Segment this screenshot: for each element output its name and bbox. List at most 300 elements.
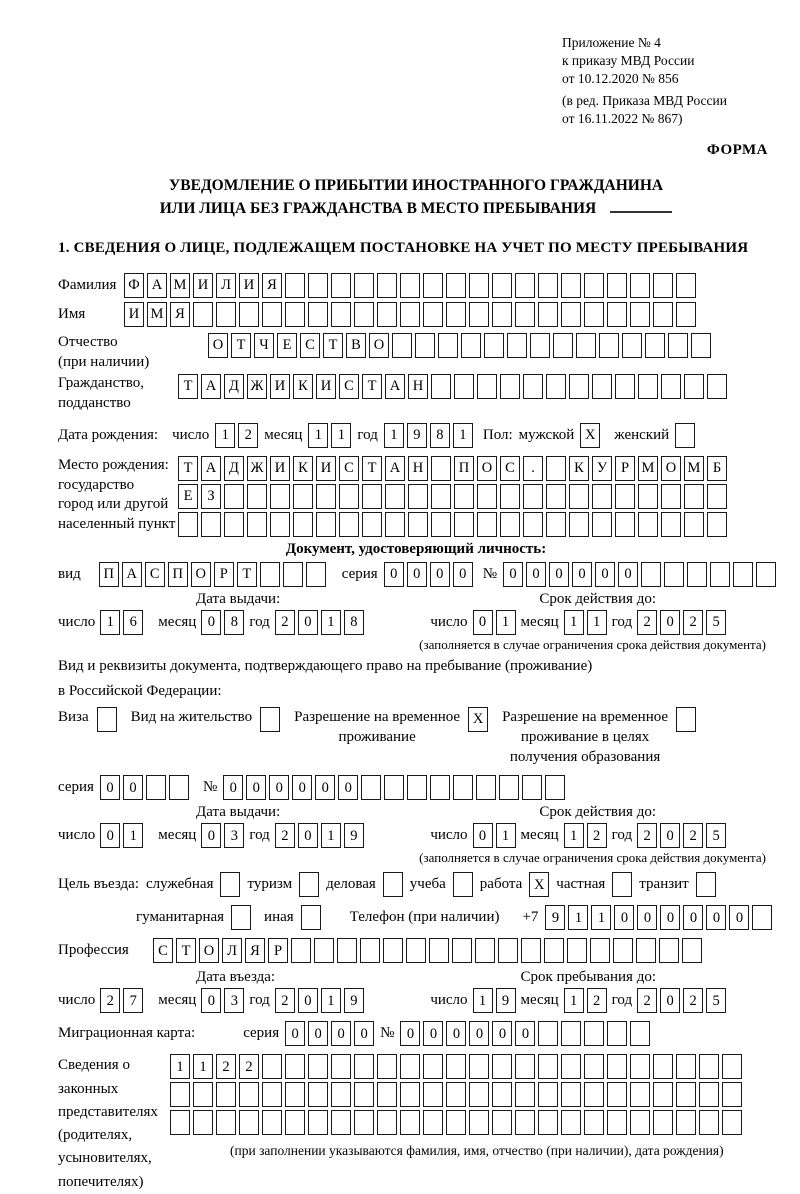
char-cell[interactable] xyxy=(661,484,681,509)
char-cell[interactable]: 1 xyxy=(564,610,584,635)
char-cell[interactable]: Л xyxy=(222,938,242,963)
char-cell[interactable] xyxy=(220,872,240,897)
char-cell[interactable] xyxy=(636,938,656,963)
char-cell[interactable]: 0 xyxy=(201,988,221,1013)
char-cell[interactable] xyxy=(653,1054,673,1079)
char-cell[interactable]: 0 xyxy=(400,1021,420,1046)
char-cell[interactable]: С xyxy=(339,374,359,399)
char-cell[interactable] xyxy=(446,302,466,327)
char-cell[interactable]: С xyxy=(339,456,359,481)
char-cell[interactable] xyxy=(584,1110,604,1135)
char-cell[interactable]: С xyxy=(300,333,320,358)
char-cell[interactable]: Т xyxy=(176,938,196,963)
char-cell[interactable] xyxy=(546,456,566,481)
char-cell[interactable]: И xyxy=(270,456,290,481)
char-cell[interactable] xyxy=(377,302,397,327)
char-cell[interactable] xyxy=(546,484,566,509)
char-cell[interactable] xyxy=(592,374,612,399)
char-cell[interactable] xyxy=(331,302,351,327)
char-cell[interactable]: 0 xyxy=(384,562,404,587)
char-cell[interactable] xyxy=(354,1082,374,1107)
char-cell[interactable] xyxy=(400,302,420,327)
char-cell[interactable] xyxy=(216,1110,236,1135)
char-cell[interactable] xyxy=(538,273,558,298)
char-cell[interactable]: 8 xyxy=(430,423,450,448)
char-cell[interactable] xyxy=(354,1054,374,1079)
char-cell[interactable] xyxy=(469,273,489,298)
char-cell[interactable] xyxy=(477,512,497,537)
char-cell[interactable] xyxy=(392,333,412,358)
char-cell[interactable] xyxy=(285,1082,305,1107)
char-cell[interactable] xyxy=(262,302,282,327)
char-cell[interactable]: 1 xyxy=(331,423,351,448)
char-cell[interactable] xyxy=(339,512,359,537)
char-cell[interactable]: 1 xyxy=(384,423,404,448)
char-cell[interactable]: 0 xyxy=(683,905,703,930)
char-cell[interactable] xyxy=(308,273,328,298)
char-cell[interactable] xyxy=(645,333,665,358)
char-cell[interactable]: 9 xyxy=(545,905,565,930)
char-cell[interactable]: 0 xyxy=(526,562,546,587)
char-cell[interactable] xyxy=(615,484,635,509)
char-cell[interactable] xyxy=(469,1110,489,1135)
char-cell[interactable] xyxy=(500,374,520,399)
char-cell[interactable] xyxy=(415,333,435,358)
char-cell[interactable]: Н xyxy=(408,456,428,481)
char-cell[interactable] xyxy=(675,423,695,448)
char-cell[interactable] xyxy=(684,374,704,399)
char-cell[interactable] xyxy=(546,512,566,537)
char-cell[interactable] xyxy=(630,1110,650,1135)
char-cell[interactable]: 1 xyxy=(564,823,584,848)
char-cell[interactable] xyxy=(607,1082,627,1107)
char-cell[interactable]: 0 xyxy=(201,610,221,635)
char-cell[interactable]: 0 xyxy=(549,562,569,587)
char-cell[interactable]: О xyxy=(199,938,219,963)
char-cell[interactable] xyxy=(569,374,589,399)
char-cell[interactable] xyxy=(354,273,374,298)
char-cell[interactable] xyxy=(661,374,681,399)
char-cell[interactable]: Ж xyxy=(247,374,267,399)
char-cell[interactable] xyxy=(170,1110,190,1135)
char-cell[interactable]: 0 xyxy=(201,823,221,848)
char-cell[interactable]: 2 xyxy=(587,823,607,848)
char-cell[interactable] xyxy=(733,562,753,587)
char-cell[interactable] xyxy=(201,512,221,537)
char-cell[interactable] xyxy=(193,302,213,327)
char-cell[interactable] xyxy=(385,484,405,509)
char-cell[interactable] xyxy=(607,1021,627,1046)
char-cell[interactable]: Р xyxy=(214,562,234,587)
char-cell[interactable] xyxy=(612,872,632,897)
char-cell[interactable]: 2 xyxy=(239,1054,259,1079)
char-cell[interactable] xyxy=(584,1021,604,1046)
char-cell[interactable] xyxy=(561,273,581,298)
char-cell[interactable]: 0 xyxy=(285,1021,305,1046)
char-cell[interactable]: Д xyxy=(224,456,244,481)
char-cell[interactable] xyxy=(285,1054,305,1079)
char-cell[interactable]: 2 xyxy=(637,823,657,848)
char-cell[interactable]: 1 xyxy=(170,1054,190,1079)
char-cell[interactable]: 2 xyxy=(683,823,703,848)
char-cell[interactable]: Я xyxy=(245,938,265,963)
char-cell[interactable] xyxy=(400,1110,420,1135)
char-cell[interactable]: О xyxy=(369,333,389,358)
char-cell[interactable] xyxy=(431,456,451,481)
char-cell[interactable]: 1 xyxy=(321,988,341,1013)
char-cell[interactable]: 0 xyxy=(407,562,427,587)
char-cell[interactable]: 0 xyxy=(100,823,120,848)
char-cell[interactable] xyxy=(538,302,558,327)
char-cell[interactable]: 0 xyxy=(637,905,657,930)
char-cell[interactable]: 0 xyxy=(338,775,358,800)
char-cell[interactable] xyxy=(538,1021,558,1046)
char-cell[interactable] xyxy=(270,512,290,537)
char-cell[interactable]: 0 xyxy=(660,823,680,848)
char-cell[interactable]: Е xyxy=(277,333,297,358)
char-cell[interactable] xyxy=(178,512,198,537)
char-cell[interactable] xyxy=(584,273,604,298)
char-cell[interactable] xyxy=(530,333,550,358)
char-cell[interactable] xyxy=(691,333,711,358)
char-cell[interactable]: 2 xyxy=(216,1054,236,1079)
char-cell[interactable]: Ф xyxy=(124,273,144,298)
char-cell[interactable] xyxy=(285,1110,305,1135)
char-cell[interactable]: 9 xyxy=(496,988,516,1013)
char-cell[interactable]: 1 xyxy=(496,610,516,635)
char-cell[interactable] xyxy=(453,872,473,897)
char-cell[interactable]: 2 xyxy=(637,610,657,635)
char-cell[interactable]: 0 xyxy=(354,1021,374,1046)
char-cell[interactable] xyxy=(684,512,704,537)
char-cell[interactable] xyxy=(553,333,573,358)
char-cell[interactable] xyxy=(477,374,497,399)
char-cell[interactable]: 2 xyxy=(683,610,703,635)
char-cell[interactable] xyxy=(630,273,650,298)
char-cell[interactable] xyxy=(592,484,612,509)
char-cell[interactable] xyxy=(475,938,495,963)
char-cell[interactable]: 0 xyxy=(298,988,318,1013)
char-cell[interactable] xyxy=(384,775,404,800)
char-cell[interactable] xyxy=(431,374,451,399)
char-cell[interactable]: 1 xyxy=(568,905,588,930)
char-cell[interactable] xyxy=(676,302,696,327)
char-cell[interactable] xyxy=(308,1054,328,1079)
char-cell[interactable] xyxy=(431,484,451,509)
char-cell[interactable] xyxy=(216,1082,236,1107)
char-cell[interactable] xyxy=(331,1082,351,1107)
char-cell[interactable] xyxy=(515,1054,535,1079)
char-cell[interactable]: 2 xyxy=(587,988,607,1013)
char-cell[interactable]: Б xyxy=(707,456,727,481)
char-cell[interactable] xyxy=(361,775,381,800)
char-cell[interactable] xyxy=(523,512,543,537)
char-cell[interactable] xyxy=(638,374,658,399)
char-cell[interactable]: К xyxy=(293,456,313,481)
char-cell[interactable] xyxy=(492,1054,512,1079)
char-cell[interactable] xyxy=(285,302,305,327)
char-cell[interactable] xyxy=(299,872,319,897)
char-cell[interactable]: 7 xyxy=(123,988,143,1013)
char-cell[interactable] xyxy=(544,938,564,963)
char-cell[interactable]: 1 xyxy=(321,823,341,848)
char-cell[interactable]: 0 xyxy=(269,775,289,800)
char-cell[interactable]: 0 xyxy=(308,1021,328,1046)
char-cell[interactable]: У xyxy=(592,456,612,481)
char-cell[interactable]: М xyxy=(684,456,704,481)
char-cell[interactable] xyxy=(615,374,635,399)
char-cell[interactable]: 0 xyxy=(100,775,120,800)
char-cell[interactable] xyxy=(293,484,313,509)
char-cell[interactable]: 0 xyxy=(706,905,726,930)
char-cell[interactable]: 0 xyxy=(223,775,243,800)
char-cell[interactable] xyxy=(492,1110,512,1135)
char-cell[interactable]: М xyxy=(147,302,167,327)
char-cell[interactable]: Р xyxy=(615,456,635,481)
char-cell[interactable] xyxy=(607,302,627,327)
char-cell[interactable] xyxy=(699,1110,719,1135)
char-cell[interactable] xyxy=(408,484,428,509)
char-cell[interactable] xyxy=(615,512,635,537)
char-cell[interactable] xyxy=(492,1082,512,1107)
char-cell[interactable]: 2 xyxy=(683,988,703,1013)
char-cell[interactable]: 0 xyxy=(315,775,335,800)
char-cell[interactable] xyxy=(584,302,604,327)
char-cell[interactable] xyxy=(293,512,313,537)
char-cell[interactable] xyxy=(423,273,443,298)
char-cell[interactable]: Т xyxy=(323,333,343,358)
char-cell[interactable] xyxy=(431,512,451,537)
char-cell[interactable]: Ч xyxy=(254,333,274,358)
char-cell[interactable]: А xyxy=(385,374,405,399)
char-cell[interactable] xyxy=(377,1054,397,1079)
char-cell[interactable] xyxy=(707,374,727,399)
char-cell[interactable]: 0 xyxy=(595,562,615,587)
char-cell[interactable]: 0 xyxy=(729,905,749,930)
char-cell[interactable] xyxy=(339,484,359,509)
char-cell[interactable]: 0 xyxy=(660,610,680,635)
char-cell[interactable] xyxy=(699,1082,719,1107)
char-cell[interactable] xyxy=(408,512,428,537)
char-cell[interactable]: 0 xyxy=(614,905,634,930)
char-cell[interactable] xyxy=(262,1082,282,1107)
char-cell[interactable] xyxy=(687,562,707,587)
char-cell[interactable] xyxy=(454,374,474,399)
char-cell[interactable] xyxy=(699,1054,719,1079)
char-cell[interactable]: И xyxy=(124,302,144,327)
char-cell[interactable] xyxy=(492,302,512,327)
char-cell[interactable] xyxy=(377,273,397,298)
char-cell[interactable]: 0 xyxy=(246,775,266,800)
char-cell[interactable] xyxy=(331,273,351,298)
char-cell[interactable] xyxy=(515,1110,535,1135)
char-cell[interactable]: Р xyxy=(268,938,288,963)
char-cell[interactable]: А xyxy=(122,562,142,587)
char-cell[interactable] xyxy=(561,1021,581,1046)
char-cell[interactable] xyxy=(613,938,633,963)
char-cell[interactable] xyxy=(653,1082,673,1107)
char-cell[interactable] xyxy=(498,938,518,963)
char-cell[interactable] xyxy=(193,1110,213,1135)
char-cell[interactable]: Л xyxy=(216,273,236,298)
char-cell[interactable]: Е xyxy=(178,484,198,509)
char-cell[interactable] xyxy=(407,775,427,800)
char-cell[interactable] xyxy=(707,484,727,509)
char-cell[interactable]: 1 xyxy=(123,823,143,848)
char-cell[interactable]: Ж xyxy=(247,456,267,481)
char-cell[interactable] xyxy=(641,562,661,587)
char-cell[interactable]: 0 xyxy=(469,1021,489,1046)
char-cell[interactable]: 0 xyxy=(123,775,143,800)
char-cell[interactable] xyxy=(239,302,259,327)
char-cell[interactable] xyxy=(661,512,681,537)
char-cell[interactable] xyxy=(653,273,673,298)
char-cell[interactable]: 0 xyxy=(660,988,680,1013)
char-cell[interactable] xyxy=(752,905,772,930)
char-cell[interactable]: И xyxy=(270,374,290,399)
char-cell[interactable]: И xyxy=(193,273,213,298)
char-cell[interactable] xyxy=(362,484,382,509)
char-cell[interactable]: 0 xyxy=(298,610,318,635)
char-cell[interactable] xyxy=(260,562,280,587)
char-cell[interactable] xyxy=(561,302,581,327)
char-cell[interactable] xyxy=(676,1110,696,1135)
char-cell[interactable]: 0 xyxy=(292,775,312,800)
char-cell[interactable] xyxy=(696,872,716,897)
char-cell[interactable] xyxy=(354,302,374,327)
char-cell[interactable] xyxy=(523,484,543,509)
char-cell[interactable] xyxy=(385,512,405,537)
char-cell[interactable]: Н xyxy=(408,374,428,399)
char-cell[interactable] xyxy=(653,1110,673,1135)
char-cell[interactable]: 0 xyxy=(298,823,318,848)
char-cell[interactable] xyxy=(592,512,612,537)
char-cell[interactable] xyxy=(291,938,311,963)
char-cell[interactable] xyxy=(676,707,696,732)
char-cell[interactable] xyxy=(423,1110,443,1135)
char-cell[interactable] xyxy=(599,333,619,358)
char-cell[interactable]: 9 xyxy=(344,823,364,848)
char-cell[interactable] xyxy=(362,512,382,537)
char-cell[interactable]: 0 xyxy=(515,1021,535,1046)
char-cell[interactable] xyxy=(452,938,472,963)
char-cell[interactable]: 8 xyxy=(224,610,244,635)
char-cell[interactable] xyxy=(247,512,267,537)
char-cell[interactable] xyxy=(446,1110,466,1135)
char-cell[interactable]: С xyxy=(153,938,173,963)
char-cell[interactable] xyxy=(316,512,336,537)
char-cell[interactable]: Я xyxy=(170,302,190,327)
char-cell[interactable] xyxy=(169,775,189,800)
char-cell[interactable] xyxy=(260,707,280,732)
char-cell[interactable]: 1 xyxy=(215,423,235,448)
char-cell[interactable]: 1 xyxy=(453,423,473,448)
char-cell[interactable] xyxy=(331,1110,351,1135)
char-cell[interactable] xyxy=(316,484,336,509)
char-cell[interactable]: И xyxy=(316,374,336,399)
char-cell[interactable] xyxy=(576,333,596,358)
char-cell[interactable]: О xyxy=(477,456,497,481)
char-cell[interactable] xyxy=(521,938,541,963)
char-cell[interactable] xyxy=(584,1054,604,1079)
char-cell[interactable]: 0 xyxy=(423,1021,443,1046)
char-cell[interactable]: 2 xyxy=(238,423,258,448)
char-cell[interactable] xyxy=(707,512,727,537)
char-cell[interactable] xyxy=(756,562,776,587)
char-cell[interactable]: А xyxy=(385,456,405,481)
char-cell[interactable] xyxy=(676,1082,696,1107)
char-cell[interactable]: П xyxy=(99,562,119,587)
char-cell[interactable] xyxy=(722,1110,742,1135)
char-cell[interactable]: 2 xyxy=(275,823,295,848)
char-cell[interactable]: А xyxy=(147,273,167,298)
char-cell[interactable] xyxy=(446,273,466,298)
char-cell[interactable] xyxy=(500,484,520,509)
char-cell[interactable] xyxy=(476,775,496,800)
char-cell[interactable] xyxy=(423,1082,443,1107)
char-cell[interactable] xyxy=(484,333,504,358)
char-cell[interactable] xyxy=(306,562,326,587)
char-cell[interactable] xyxy=(193,1082,213,1107)
char-cell[interactable]: Я xyxy=(262,273,282,298)
char-cell[interactable]: О xyxy=(661,456,681,481)
char-cell[interactable] xyxy=(337,938,357,963)
char-cell[interactable]: 3 xyxy=(224,988,244,1013)
char-cell[interactable] xyxy=(684,484,704,509)
char-cell[interactable] xyxy=(607,273,627,298)
char-cell[interactable] xyxy=(710,562,730,587)
char-cell[interactable] xyxy=(507,333,527,358)
char-cell[interactable]: 8 xyxy=(344,610,364,635)
char-cell[interactable] xyxy=(461,333,481,358)
char-cell[interactable] xyxy=(423,1054,443,1079)
char-cell[interactable]: X xyxy=(580,423,600,448)
char-cell[interactable] xyxy=(722,1054,742,1079)
char-cell[interactable] xyxy=(406,938,426,963)
char-cell[interactable]: З xyxy=(201,484,221,509)
char-cell[interactable] xyxy=(400,1082,420,1107)
char-cell[interactable]: 1 xyxy=(100,610,120,635)
char-cell[interactable] xyxy=(308,1110,328,1135)
char-cell[interactable] xyxy=(676,1054,696,1079)
char-cell[interactable] xyxy=(430,775,450,800)
char-cell[interactable] xyxy=(224,484,244,509)
char-cell[interactable]: Т xyxy=(362,456,382,481)
char-cell[interactable] xyxy=(383,872,403,897)
char-cell[interactable] xyxy=(377,1110,397,1135)
char-cell[interactable] xyxy=(607,1110,627,1135)
char-cell[interactable] xyxy=(231,905,251,930)
char-cell[interactable] xyxy=(239,1110,259,1135)
char-cell[interactable]: С xyxy=(500,456,520,481)
char-cell[interactable] xyxy=(308,302,328,327)
char-cell[interactable]: 6 xyxy=(123,610,143,635)
char-cell[interactable]: А xyxy=(201,456,221,481)
char-cell[interactable] xyxy=(308,1082,328,1107)
char-cell[interactable]: 9 xyxy=(407,423,427,448)
char-cell[interactable]: С xyxy=(145,562,165,587)
char-cell[interactable] xyxy=(477,484,497,509)
char-cell[interactable]: 0 xyxy=(473,823,493,848)
char-cell[interactable]: 0 xyxy=(572,562,592,587)
char-cell[interactable] xyxy=(469,1054,489,1079)
char-cell[interactable] xyxy=(314,938,334,963)
char-cell[interactable]: 9 xyxy=(344,988,364,1013)
char-cell[interactable]: 0 xyxy=(492,1021,512,1046)
char-cell[interactable] xyxy=(146,775,166,800)
char-cell[interactable]: 0 xyxy=(503,562,523,587)
char-cell[interactable] xyxy=(668,333,688,358)
